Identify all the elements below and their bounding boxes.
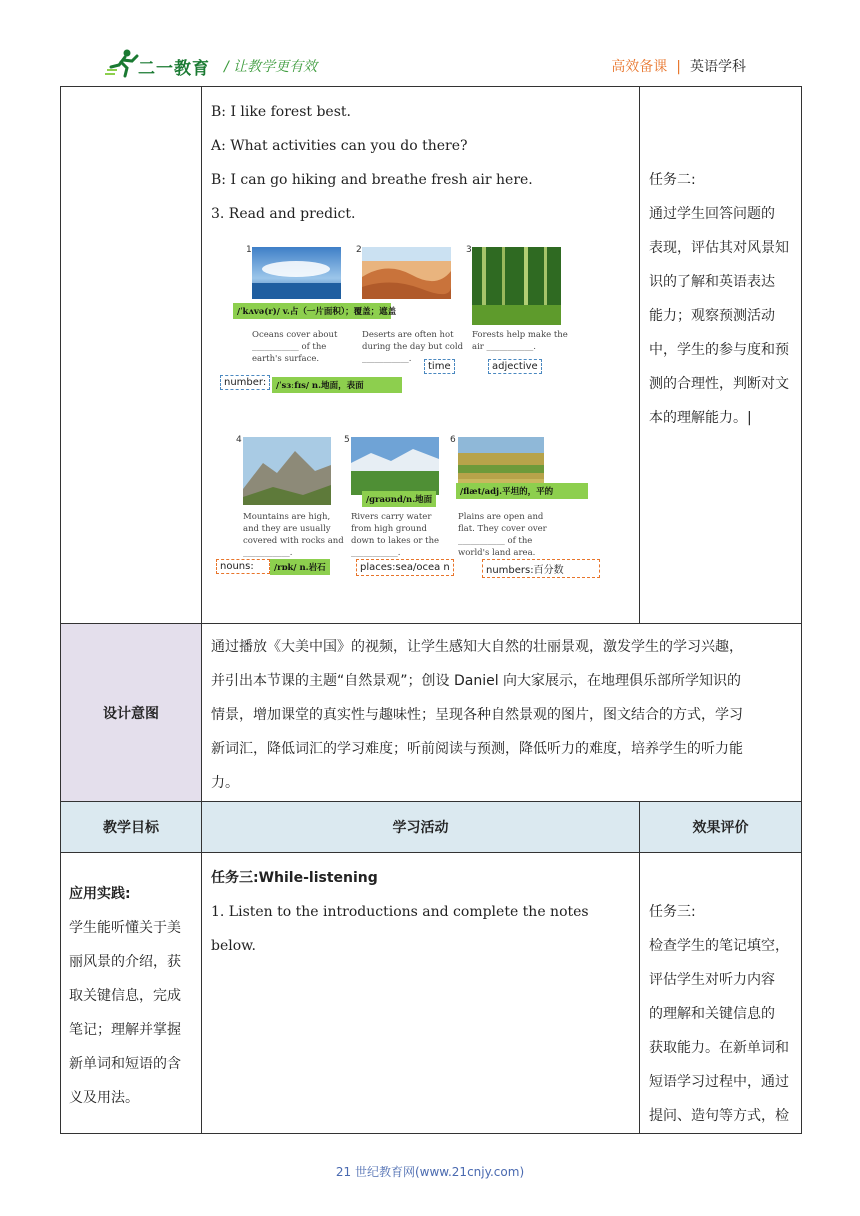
design-intent-label: 设计意图 [61, 624, 202, 802]
ocean-sky-image [252, 247, 341, 299]
column-header-activities: 学习活动 [202, 802, 640, 853]
dialogue-line: B: I can go hiking and breathe fresh air here. [211, 172, 533, 188]
column-header-goals: 教学目标 [61, 802, 202, 853]
hint-box-places: places:sea/ocea n [356, 559, 454, 576]
phonetic-tag-rock: /rɒk/ n.岩石 [270, 559, 330, 575]
intent-line: 情景，增加课堂的真实性与趣味性；呈现各种自然景观的图片，图文结合的方式，学习 [211, 707, 743, 723]
item-number: 3 [466, 245, 472, 255]
item-text: Rivers carry water from high ground down to lakes or the ___________. [351, 512, 440, 558]
goal-line: 丽风景的介绍，获 [69, 954, 181, 970]
goal-cell [61, 853, 202, 1134]
desert-image [362, 247, 451, 299]
dialogue-line: A: What activities can you do there? [211, 138, 468, 154]
evaluation-cell [640, 853, 802, 1134]
evaluation-line: 中，学生的参与度和预 [649, 342, 789, 358]
evaluation-line: 的理解和关键信息的 [649, 1006, 775, 1022]
header-separator: | [676, 59, 681, 75]
read-and-predict-figure [200, 243, 620, 595]
evaluation-cell [640, 87, 802, 624]
hint-box-nouns: nouns: [216, 559, 270, 574]
goal-line: 新单词和短语的含 [69, 1056, 181, 1072]
item-text: Forests help make the air ___________. [472, 330, 568, 352]
goal-title: 应用实践: [69, 886, 131, 902]
goal-line: 学生能听懂关于美 [69, 920, 181, 936]
goal-line: 取关键信息，完成 [69, 988, 181, 1004]
evaluation-line: 短语学习过程中，通过 [649, 1074, 789, 1090]
hint-box-time: time [424, 359, 455, 374]
evaluation-line: 能力；观察预测活动 [649, 308, 775, 324]
page-header [0, 0, 860, 86]
header-slogan: / 让教学更有效 [224, 59, 318, 75]
runner-logo-icon [105, 48, 141, 78]
intent-line: 力。 [211, 775, 239, 791]
goal-line: 笔记；理解并掌握 [69, 1022, 181, 1038]
subject-label: 英语学科 [690, 59, 746, 75]
lesson-table [60, 86, 802, 1134]
logo-text: 二一教育 [138, 59, 210, 79]
evaluation-line: 本的理解能力。| [649, 410, 752, 426]
task-step: 1. Listen to the introductions and complete the notes below. [211, 904, 589, 954]
evaluation-line: 提问、造句等方式，检 [649, 1108, 789, 1124]
task-title: 任务三:While-listening [211, 870, 378, 886]
table-header-row [61, 802, 802, 853]
item-number: 5 [344, 435, 350, 445]
intent-line: 并引出本节课的主题“自然景观”；创设 Daniel 向大家展示，在地理俱乐部所学知识的 [211, 673, 742, 689]
phonetic-tag-ground: /ɡraʊnd/n.地面 [362, 491, 436, 507]
activity-cell [202, 853, 640, 1134]
intent-line: 新词汇，降低词汇的学习难度；听前阅读与预测，降低听力的难度，培养学生的听力能 [211, 741, 743, 757]
evaluation-line: 表现，评估其对风景知 [649, 240, 789, 256]
phonetic-tag-cover: /ˈkʌvə(r)/ v.占（一片面积）；覆盖；遮盖 [233, 303, 391, 319]
item-number: 4 [236, 435, 242, 445]
evaluation-line: 检查学生的笔记填空， [649, 938, 789, 954]
hint-box-numbers: numbers:百分数 [482, 559, 600, 578]
table-row [61, 853, 802, 1134]
item-text: Plains are open and flat. They cover over ___________ of the world's land area. [458, 512, 547, 558]
hint-box-number: number: [220, 375, 270, 390]
mountain-image [243, 437, 331, 505]
item-number: 2 [356, 245, 362, 255]
table-row [61, 624, 802, 802]
dialogue-line: B: I like forest best. [211, 104, 351, 120]
evaluation-title: 任务三: [649, 904, 696, 920]
evaluation-line: 评估学生对听力内容 [649, 972, 775, 988]
river-image [351, 437, 439, 495]
page-footer[interactable]: 21 世纪教育网(www.21cnjy.com) [335, 1165, 525, 1179]
item-number: 1 [246, 245, 252, 255]
evaluation-line: 测的合理性，判断对文 [649, 376, 789, 392]
item-text: Deserts are often hot during the day but cold ___________. [362, 330, 464, 364]
evaluation-line: 识的了解和英语表达 [649, 274, 775, 290]
item-text: Mountains are high, and they are usually covered with rocks and ___________. [243, 512, 344, 558]
header-subject [611, 56, 746, 76]
phonetic-tag-flat: /flæt/adj.平坦的，平的 [456, 483, 588, 499]
item-number: 6 [450, 435, 456, 445]
evaluation-line: 通过学生回答问题的 [649, 206, 775, 222]
design-intent-cell [202, 624, 802, 802]
phonetic-tag-surface: /ˈsɜːfɪs/ n.地面，表面 [272, 377, 402, 393]
task-step: 3. Read and predict. [211, 206, 356, 222]
evaluation-title: 任务二: [649, 172, 696, 188]
evaluation-line: 获取能力。在新单词和 [649, 1040, 789, 1056]
goal-cell [61, 87, 202, 624]
column-header-evaluation: 效果评价 [640, 802, 802, 853]
item-text: Oceans cover about ___________ of the earth's surface. [252, 330, 338, 364]
course-type: 高效备课 [611, 59, 668, 75]
intent-line: 通过播放《大美中国》的视频，让学生感知大自然的壮丽景观，激发学生的学习兴趣， [211, 639, 743, 655]
table-row [61, 87, 802, 624]
activity-cell [202, 87, 640, 624]
goal-line: 义及用法。 [69, 1090, 139, 1106]
hint-box-adjective: adjective [488, 359, 542, 374]
forest-image [472, 247, 561, 325]
